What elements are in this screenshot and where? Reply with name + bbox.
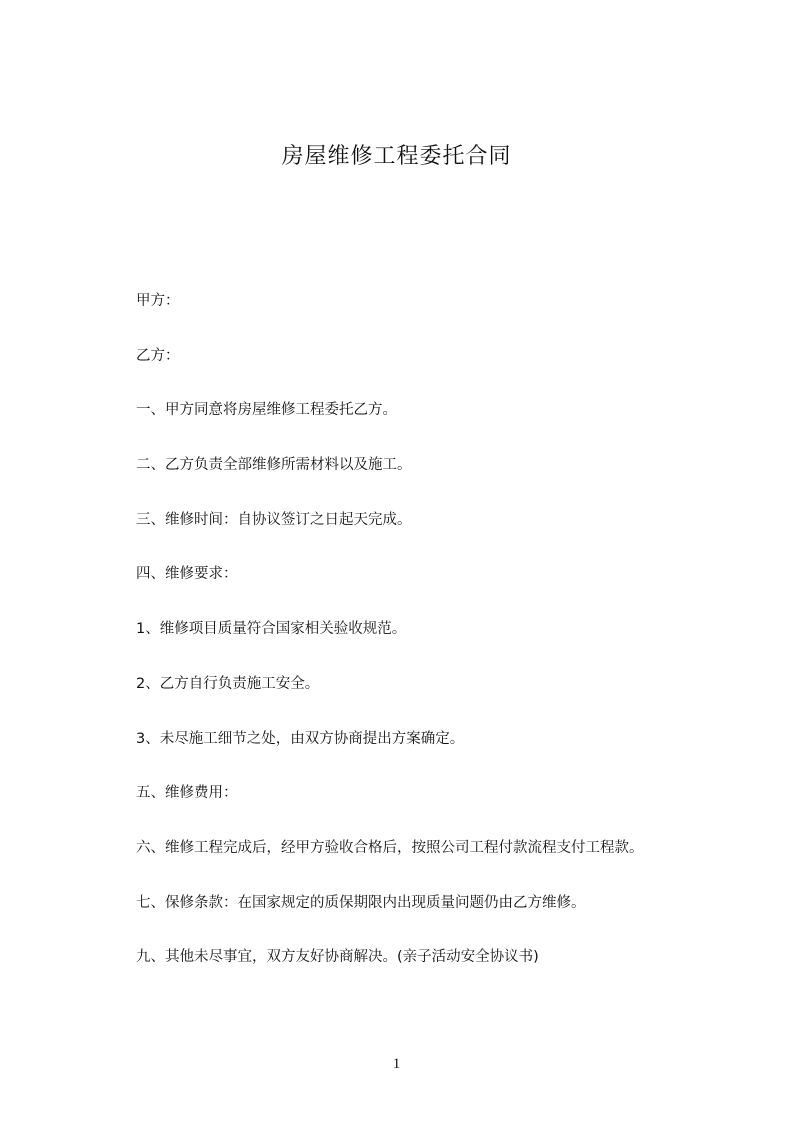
clause-6: 六、维修工程完成后，经甲方验收合格后，按照公司工程付款流程支付工程款。 [136, 839, 644, 856]
clause-4-heading: 四、维修要求： [136, 566, 238, 583]
requirement-2: 2、乙方自行负责施工安全。 [136, 675, 320, 692]
page-number: 1 [392, 1056, 401, 1072]
document-title: 房屋维修工程委托合同 [281, 144, 512, 169]
clause-9: 九、其他未尽事宜，双方友好协商解决。(亲子活动安全协议书) [136, 949, 539, 966]
clause-5-heading: 五、维修费用： [136, 785, 238, 802]
requirement-3: 3、未尽施工细节之处，由双方协商提出方案确定。 [136, 730, 465, 747]
clause-2: 二、乙方负责全部维修所需材料以及施工。 [136, 457, 412, 474]
clause-3: 三、维修时间：自协议签订之日起天完成。 [136, 511, 412, 528]
requirement-1: 1、维修项目质量符合国家相关验收规范。 [136, 621, 407, 638]
clause-1: 一、甲方同意将房屋维修工程委托乙方。 [136, 402, 397, 419]
party-b-line: 乙方： [136, 347, 180, 364]
party-a-line: 甲方： [136, 293, 180, 309]
clause-7: 七、保修条款：在国家规定的质保期限内出现质量问题仍由乙方维修。 [136, 894, 586, 911]
contract-body [136, 288, 736, 999]
